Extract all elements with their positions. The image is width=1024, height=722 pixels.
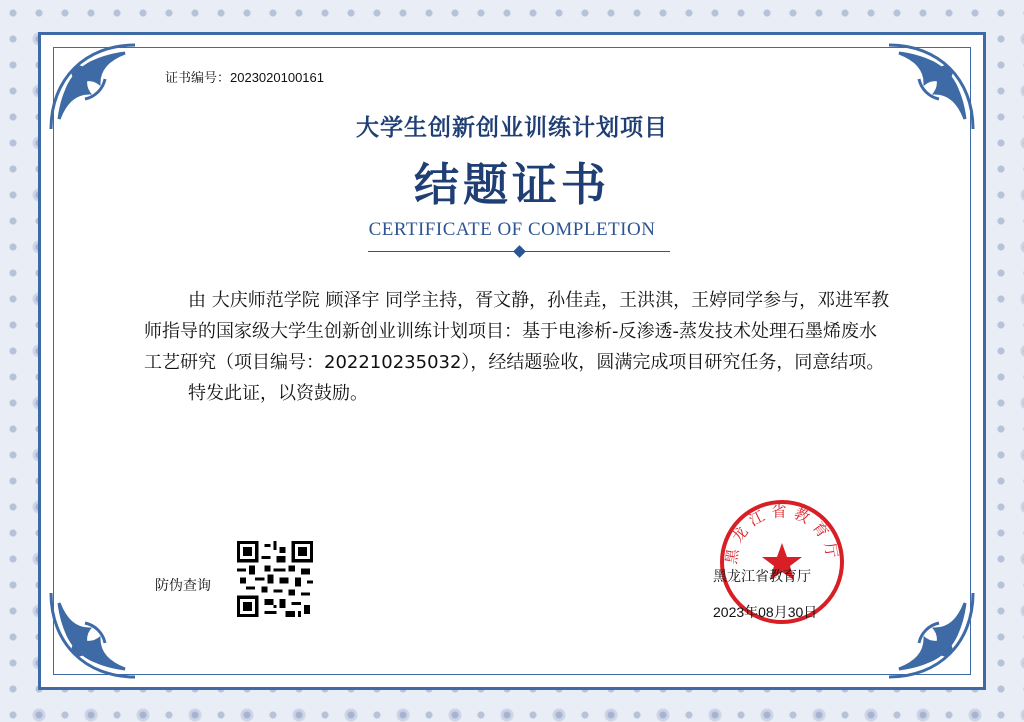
corner-ornament-icon [45,587,141,683]
english-title: CERTIFICATE OF COMPLETION [368,219,656,240]
anti-counterfeit-label: 防伪查询 [155,578,211,594]
body-closing: 特发此证，以资鼓励。 [188,383,368,404]
certificate-body [144,285,894,409]
qr-code-icon[interactable] [237,541,313,617]
program-title: 大学生创新创业训练计划项目 [356,115,668,141]
issue-date: 2023年08月30日 [713,604,818,620]
issuer-name: 黑龙江省教育厅 [713,569,811,585]
corner-ornament-icon [883,587,979,683]
certificate-number: 证书编号：2023020100161 [165,70,324,85]
certificate-frame [38,32,986,690]
body-paragraph: 由 大庆师范学院 顾泽宇 同学主持，胥文静，孙佳垚，王洪淇，王婷同学参与，邓进军教师指导的国家级大学生创新创业训练计划项目：基于电渗析-反渗透-蒸发技术处理石墨烯废水工艺研究（项目编号：202210235032），经结题验收，圆满完成项目研究任务，同意结项。 [144,290,890,373]
main-title: 结题证书 [413,158,610,211]
seal-text: 黑龙江省教育厅 [722,502,842,566]
